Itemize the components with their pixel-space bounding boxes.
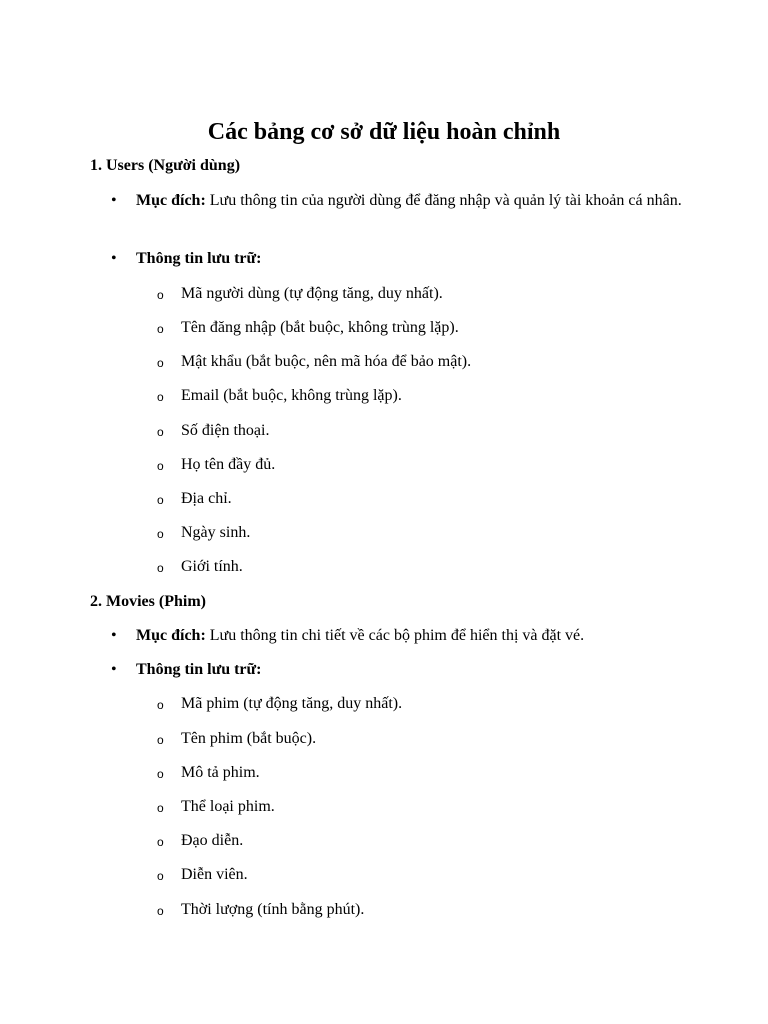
bullet-marker: •	[111, 627, 117, 644]
field-item	[157, 351, 472, 373]
sub-bullet-marker: o	[157, 425, 164, 439]
sub-bullet-marker: o	[157, 527, 164, 541]
field-item	[157, 317, 459, 339]
field-item	[157, 693, 403, 715]
field-item	[157, 728, 317, 750]
field-text: Email (bắt buộc, không trùng lặp).	[181, 387, 402, 404]
sub-bullet-marker: o	[157, 459, 164, 473]
storage-label: Thông tin lưu trữ:	[136, 250, 262, 267]
field-text: Ngày sinh.	[181, 524, 251, 541]
purpose-text: Lưu thông tin chi tiết về các bộ phim để hiển thị và đặt vé.	[205, 627, 585, 644]
sub-bullet-marker: o	[157, 869, 164, 883]
sub-bullet-marker: o	[157, 904, 164, 918]
field-text: Mã người dùng (tự động tăng, duy nhất).	[181, 285, 443, 302]
field-text: Mã phim (tự động tăng, duy nhất).	[181, 695, 403, 712]
bullet-marker: •	[111, 661, 117, 678]
field-text: Diễn viên.	[181, 866, 248, 883]
sub-bullet-marker: o	[157, 356, 164, 370]
field-text: Mô tả phim.	[181, 764, 260, 781]
field-item	[157, 488, 232, 510]
field-item	[157, 522, 251, 544]
purpose-label: Mục đích:	[136, 192, 206, 209]
sub-bullet-marker: o	[157, 390, 164, 404]
sub-bullet-marker: o	[157, 801, 164, 815]
field-text: Thời lượng (tính bằng phút).	[181, 901, 365, 918]
field-item	[157, 556, 243, 578]
field-text: Mật khẩu (bắt buộc, nên mã hóa để bảo mật).	[181, 353, 472, 370]
field-item	[157, 454, 276, 476]
bullet-marker: •	[111, 250, 117, 267]
field-item	[157, 830, 244, 852]
field-text: Tên phim (bắt buộc).	[181, 730, 317, 747]
field-text: Đạo diễn.	[181, 832, 244, 849]
storage-label: Thông tin lưu trữ:	[136, 661, 262, 678]
sub-bullet-marker: o	[157, 835, 164, 849]
purpose-label: Mục đích:	[136, 627, 206, 644]
storage-item-users	[111, 247, 682, 271]
field-item	[157, 796, 275, 818]
field-item	[157, 864, 248, 886]
purpose-item-movies	[111, 624, 682, 648]
field-item	[157, 762, 260, 784]
field-text: Địa chỉ.	[181, 490, 232, 507]
field-text: Họ tên đầy đủ.	[181, 456, 276, 473]
field-item	[157, 385, 402, 407]
purpose-item-users	[111, 189, 682, 213]
field-item	[157, 899, 365, 921]
purpose-text: Lưu thông tin của người dùng để đăng nhập và quản lý tài khoản cá nhân.	[205, 192, 682, 209]
sub-bullet-marker: o	[157, 767, 164, 781]
field-item	[157, 420, 270, 442]
sub-bullet-marker: o	[157, 493, 164, 507]
field-text: Số điện thoại.	[181, 422, 270, 439]
page-title: Các bảng cơ sở dữ liệu hoàn chỉnh	[207, 119, 561, 145]
section-heading-movies: 2. Movies (Phim)	[90, 593, 206, 610]
field-text: Giới tính.	[181, 558, 243, 575]
section-heading-users: 1. Users (Người dùng)	[90, 157, 241, 174]
bullet-marker: •	[111, 192, 117, 209]
sub-bullet-marker: o	[157, 561, 164, 575]
storage-item-movies	[111, 658, 682, 682]
field-text: Tên đăng nhập (bắt buộc, không trùng lặp).	[181, 319, 459, 336]
sub-bullet-marker: o	[157, 698, 164, 712]
sub-bullet-marker: o	[157, 288, 164, 302]
field-item	[157, 283, 443, 305]
sub-bullet-marker: o	[157, 733, 164, 747]
field-text: Thể loại phim.	[181, 798, 275, 815]
sub-bullet-marker: o	[157, 322, 164, 336]
